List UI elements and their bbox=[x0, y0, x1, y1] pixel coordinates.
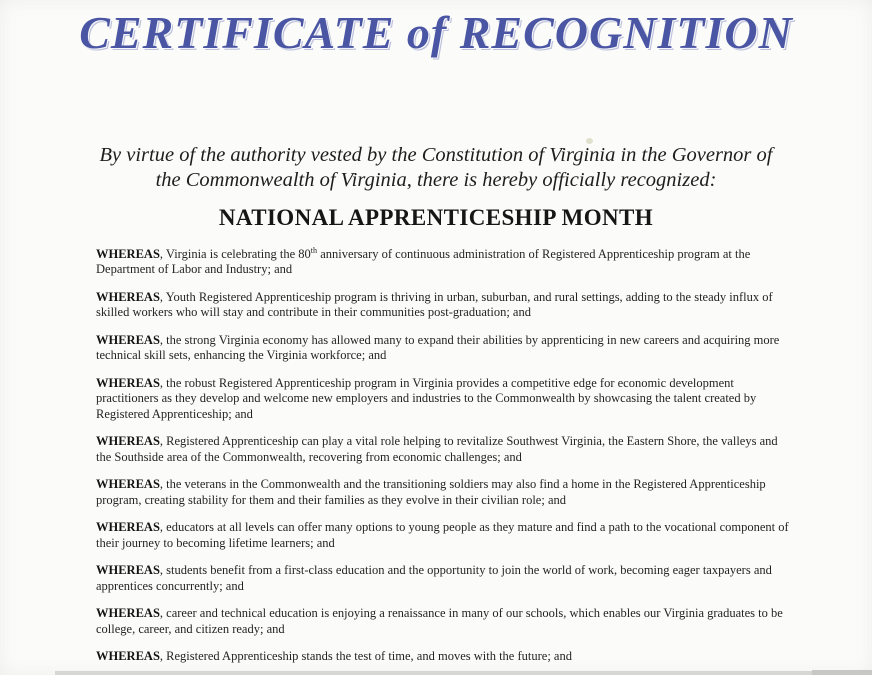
whereas-label: WHEREAS bbox=[96, 332, 160, 347]
preamble bbox=[0, 143, 872, 193]
clause-text: , Registered Apprenticeship can play a vital role helping to revitalize Southwest Virginia, the Eastern Shore, the valleys and the Southside area of the Commonwealth, recovering from economic challenges; and bbox=[96, 434, 778, 464]
certificate-title: CERTIFICATE of RECOGNITION bbox=[79, 7, 793, 58]
preamble-line-1: By virtue of the authority vested by the Constitution of Virginia in the Governor of bbox=[99, 143, 773, 166]
whereas-clause-3 bbox=[96, 333, 790, 364]
preamble-line-2: the Commonwealth of Virginia, there is hereby officially recognized: bbox=[155, 168, 717, 191]
clause-text: , Registered Apprenticeship stands the test of time, and moves with the future; and bbox=[159, 649, 572, 664]
clause-text: , career and technical education is enjoying a renaissance in many of our schools, which enables our Virginia graduates to be college, career, and citizen ready; and bbox=[96, 606, 783, 636]
whereas-label: WHEREAS bbox=[96, 246, 160, 261]
clause-text: , the robust Registered Apprenticeship program in Virginia provides a competitive edge for economic development practitioners as they develop and welcome new employers and industries to the Commonwealth by showcasing the talent created by Registered Apprenticeship; and bbox=[96, 375, 757, 421]
clause-text: , Virginia is celebrating the 80 bbox=[159, 246, 311, 261]
clause-text: anniversary of continuous administration of Registered Apprenticeship program at the Department of Labor and Industry; and bbox=[96, 246, 751, 277]
clause-text: , educators at all levels can offer many options to young people as they mature and find a path to the vocational component of their journey to becoming lifetime learners; and bbox=[96, 520, 789, 550]
whereas-clause-8 bbox=[96, 563, 790, 594]
whereas-label: WHEREAS bbox=[96, 289, 160, 304]
whereas-clause-4 bbox=[96, 376, 790, 423]
clause-text: , the veterans in the Commonwealth and the transitioning soldiers may also find a home in the Registered Apprenticeship program, creating stability for them and their families as they evolve in their civilian role; and bbox=[96, 477, 766, 507]
ordinal-superscript: th bbox=[310, 245, 318, 255]
clause-text: , students benefit from a first-class education and the opportunity to join the world of work, becoming eager taxpayers and apprentices concurrently; and bbox=[96, 563, 772, 593]
whereas-label: WHEREAS bbox=[96, 375, 160, 390]
whereas-clauses bbox=[96, 247, 790, 665]
whereas-label: WHEREAS bbox=[96, 434, 160, 449]
clause-text: , the strong Virginia economy has allowed many to expand their abilities by apprenticing in new careers and acquiring more technical skill sets, enhancing the Virginia workforce; and bbox=[96, 332, 780, 363]
proclamation-heading: NATIONAL APPRENTICESHIP MONTH bbox=[218, 204, 654, 230]
whereas-label: WHEREAS bbox=[96, 563, 160, 578]
scan-edge-bottom bbox=[55, 671, 872, 675]
whereas-clause-7 bbox=[96, 520, 790, 551]
whereas-label: WHEREAS bbox=[96, 520, 160, 535]
whereas-clause-9 bbox=[96, 606, 790, 637]
whereas-label: WHEREAS bbox=[96, 606, 160, 621]
whereas-clause-10 bbox=[96, 649, 790, 665]
whereas-clause-2 bbox=[96, 290, 790, 321]
whereas-label: WHEREAS bbox=[96, 477, 160, 492]
scan-edge-corner bbox=[812, 670, 872, 675]
scan-artifact-speck bbox=[586, 138, 593, 144]
whereas-clause-6 bbox=[96, 477, 790, 508]
whereas-clause-1 bbox=[96, 247, 790, 278]
whereas-clause-5 bbox=[96, 434, 790, 465]
clause-text: , Youth Registered Apprenticeship program is thriving in urban, suburban, and rural settings, adding to the steady influx of skilled workers who will stay and contribute in their communities post-graduation; and bbox=[96, 289, 773, 320]
whereas-label: WHEREAS bbox=[96, 649, 160, 664]
